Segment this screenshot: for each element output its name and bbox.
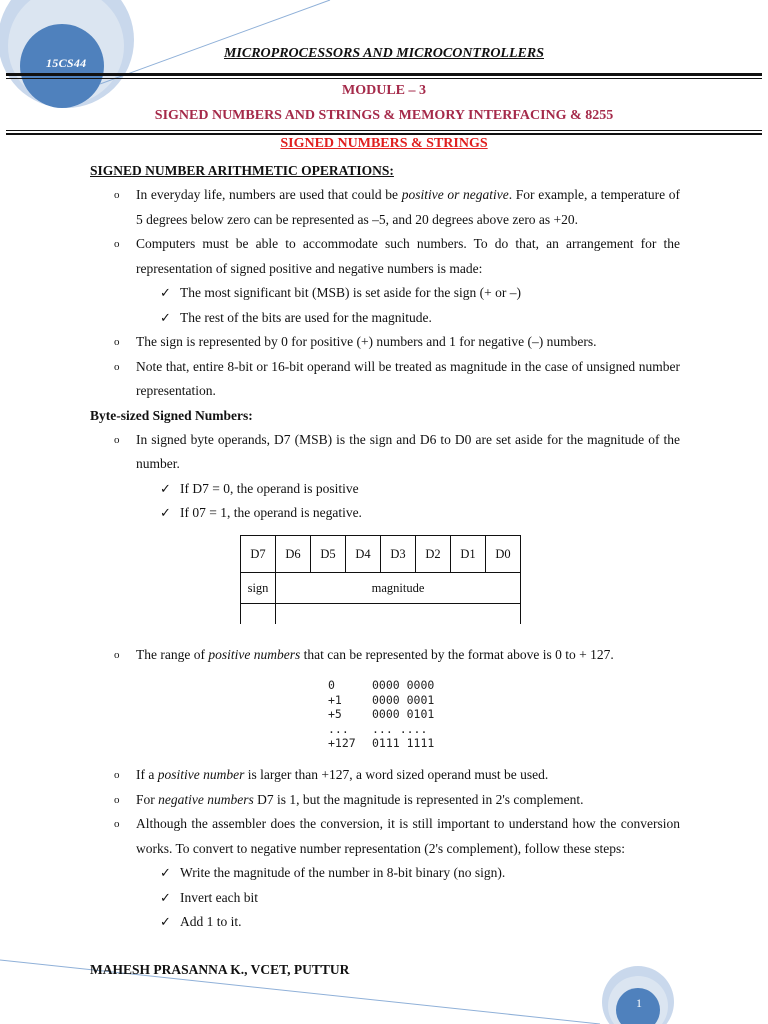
list-item: o For negative numbers D7 is 1, but the magnitude is represented in 2's complement. <box>90 788 680 813</box>
bit-meaning-row <box>241 573 521 604</box>
example-row: +5 0000 0101 <box>328 707 435 722</box>
bit-cell: D0 <box>486 536 521 573</box>
check-item: ✓ If 07 = 1, the operand is negative. <box>90 501 680 526</box>
list-item: o Note that, entire 8-bit or 16-bit operand will be treated as magnitude in the case of unsigned number representation. <box>90 355 680 404</box>
bit-blank-row <box>241 604 521 625</box>
bullet-marker: o <box>114 238 120 250</box>
check-item: ✓ Add 1 to it. <box>90 910 680 935</box>
bullet-marker: o <box>114 818 120 830</box>
list-item: o The sign is represented by 0 for positive (+) numbers and 1 for negative (–) numbers. <box>90 330 680 355</box>
check-item: ✓ If D7 = 0, the operand is positive <box>90 477 680 502</box>
page-number: 1 <box>636 996 642 1010</box>
checkmark-icon: ✓ <box>160 309 171 325</box>
header-rule-top-thin <box>6 78 762 79</box>
course-code: 15CS44 <box>46 56 87 70</box>
list-item: o If a positive number is larger than +127, a word sized operand must be used. <box>90 763 680 788</box>
checkmark-icon: ✓ <box>160 889 171 905</box>
header-rule-top <box>6 73 762 76</box>
bit-format-table <box>240 535 521 624</box>
bit-header-row <box>241 536 521 573</box>
check-item: ✓ Write the magnitude of the number in 8-bit binary (no sign). <box>90 861 680 886</box>
blank-cell <box>276 604 521 625</box>
bit-cell: D7 <box>241 536 276 573</box>
checkmark-icon: ✓ <box>160 285 171 300</box>
negative-content <box>90 763 680 935</box>
header-rule-bottom <box>6 130 762 131</box>
example-row: 0 0000 0000 <box>328 678 435 692</box>
blank-cell <box>241 604 276 625</box>
top-accent-line <box>100 0 330 84</box>
document-title: MICROPROCESSORS AND MICROCONTROLLERS <box>223 46 544 61</box>
list-item: o Although the assembler does the conversion, it is still important to understand how the conversion works. To convert to negative number representation (2's complement), follow these steps: <box>90 812 680 861</box>
bullet-marker: o <box>114 189 120 201</box>
checkmark-icon: ✓ <box>160 505 171 520</box>
list-item: o In everyday life, numbers are used that could be positive or negative. For example, a temperature of 5 degrees below zero can be represented as –5, and 20 degrees above zero as +20. <box>90 183 680 232</box>
header-rule-bottom-thick <box>6 133 762 135</box>
checkmark-icon: ✓ <box>160 914 171 929</box>
checkmark-icon: ✓ <box>160 480 171 496</box>
module-heading: MODULE – 3 <box>342 83 426 98</box>
binary-examples <box>328 678 434 751</box>
footer-author: MAHESH PRASANNA K., VCET, PUTTUR <box>90 962 350 977</box>
bit-cell: D5 <box>311 536 346 573</box>
bit-cell: D6 <box>276 536 311 573</box>
list-item: o Computers must be able to accommodate such numbers. To do that, an arrangement for the representation of signed positive and negative numbers is made: <box>90 232 680 281</box>
magnitude-cell: magnitude <box>276 573 521 604</box>
bullet-marker: o <box>114 433 120 446</box>
bullet-marker: o <box>114 769 120 781</box>
example-row: +127 0111 1111 <box>328 736 435 751</box>
sign-cell: sign <box>241 573 276 604</box>
bullet-marker: o <box>114 793 120 806</box>
list-item: o In signed byte operands, D7 (MSB) is the sign and D6 to D0 are set aside for the magnitude of the number. <box>90 428 680 477</box>
bullet-marker: o <box>114 336 120 348</box>
module-subtitle: SIGNED NUMBERS AND STRINGS & MEMORY INTERFACING & 8255 <box>154 108 614 123</box>
bullet-marker: o <box>114 360 120 373</box>
list-item: o The range of positive numbers that can be represented by the format above is 0 to + 127. <box>90 643 680 668</box>
example-row: +1 0000 0001 <box>328 692 435 707</box>
check-item: ✓ The rest of the bits are used for the magnitude. <box>90 306 680 331</box>
byte-signed-heading: Byte-sized Signed Numbers: <box>90 407 253 423</box>
bullet-marker: o <box>114 649 120 661</box>
check-item: ✓ The most significant bit (MSB) is set aside for the sign (+ or –) <box>90 281 680 306</box>
signed-arith-heading: SIGNED NUMBER ARITHMETIC OPERATIONS: <box>90 163 394 178</box>
section-heading: SIGNED NUMBERS & STRINGS <box>280 136 488 151</box>
bit-cell: D4 <box>346 536 381 573</box>
checkmark-icon: ✓ <box>160 865 171 880</box>
range-content <box>90 643 680 668</box>
example-row: ... ... .... <box>328 721 428 736</box>
bit-cell: D3 <box>381 536 416 573</box>
bit-cell: D2 <box>416 536 451 573</box>
bit-cell: D1 <box>451 536 486 573</box>
main-content <box>90 159 680 526</box>
check-item: ✓ Invert each bit <box>90 886 680 911</box>
